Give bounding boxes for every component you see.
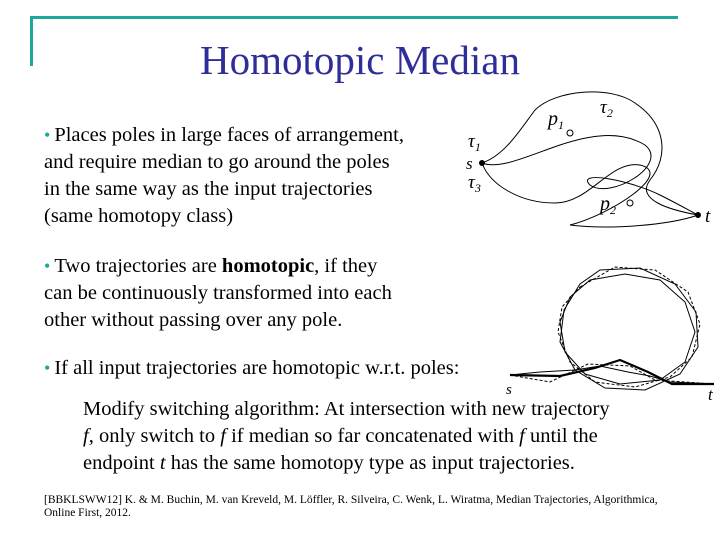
bullet-dot-icon: • — [44, 256, 51, 276]
polygon-1 — [560, 274, 695, 384]
label-t: t — [705, 206, 711, 227]
bullet-2-line-2: can be continuously transformed into each — [44, 282, 392, 304]
bullet-1-line-3: in the same way as the input trajectories — [44, 178, 373, 200]
label-tau1: $\tau_1$ — [468, 131, 481, 154]
label-t: t — [708, 385, 713, 404]
frame-top-line — [30, 16, 678, 19]
reference-line-2: Online First, 2012. — [44, 507, 131, 519]
start-point — [479, 160, 485, 166]
label-tau2: $\tau_2$ — [600, 97, 613, 120]
sub-line-1: Modify switching algorithm: At intersection with new trajectory — [83, 398, 610, 420]
trajectory-tau1 — [482, 136, 698, 215]
sub-line-3: endpoint t has the same homotopy type as input trajectories. — [83, 452, 575, 474]
label-s: s — [506, 382, 512, 398]
bullet-2 — [44, 253, 484, 334]
pole-p1 — [567, 130, 573, 136]
trajectory-tau2 — [482, 92, 698, 215]
bullet-1 — [44, 122, 484, 230]
sub-paragraph — [83, 396, 713, 477]
label-p1: $p_1$ — [548, 108, 564, 132]
bullet-1-line-2: and require median to go around the poles — [44, 151, 390, 173]
label-p2: $p_2$ — [600, 193, 616, 217]
end-point — [695, 212, 701, 218]
reference-line-1: [BBKLSWW12] K. & M. Buchin, M. van Kreveld, M. Löffler, R. Silveira, C. Wenk, L. Wiratma, Median Trajectories, Algorithmica, — [44, 494, 658, 506]
bullet-dot-icon: • — [44, 125, 51, 145]
slide-title: Homotopic Median — [200, 37, 520, 83]
pole-p2 — [627, 200, 633, 206]
bullet-1-line-1: • Places poles in large faces of arrangement, — [44, 124, 404, 146]
homotopy-polygons — [510, 267, 714, 390]
sub-line-2: f, only switch to f if median so far concatenated with f until the — [83, 425, 598, 447]
bullet-2-line-1: • Two trajectories are homotopic, if they — [44, 255, 378, 277]
trajectory-figure-1 — [460, 85, 720, 245]
bullet-2-line-3: other without passing over any pole. — [44, 309, 343, 331]
trajectory-figure-2 — [500, 262, 720, 402]
trajectory-line-b — [510, 364, 714, 384]
label-tau3: $\tau_3$ — [468, 172, 481, 195]
bullet-1-line-4: (same homotopy class) — [44, 205, 234, 227]
trajectory-tau3 — [482, 163, 698, 227]
trajectory-curves — [482, 92, 698, 227]
bullet-dot-icon: • — [44, 358, 51, 378]
bullet-3-line-1: • If all input trajectories are homotopic w.r.t. poles: — [44, 357, 460, 379]
label-s: s — [466, 154, 473, 173]
reference — [44, 494, 714, 520]
